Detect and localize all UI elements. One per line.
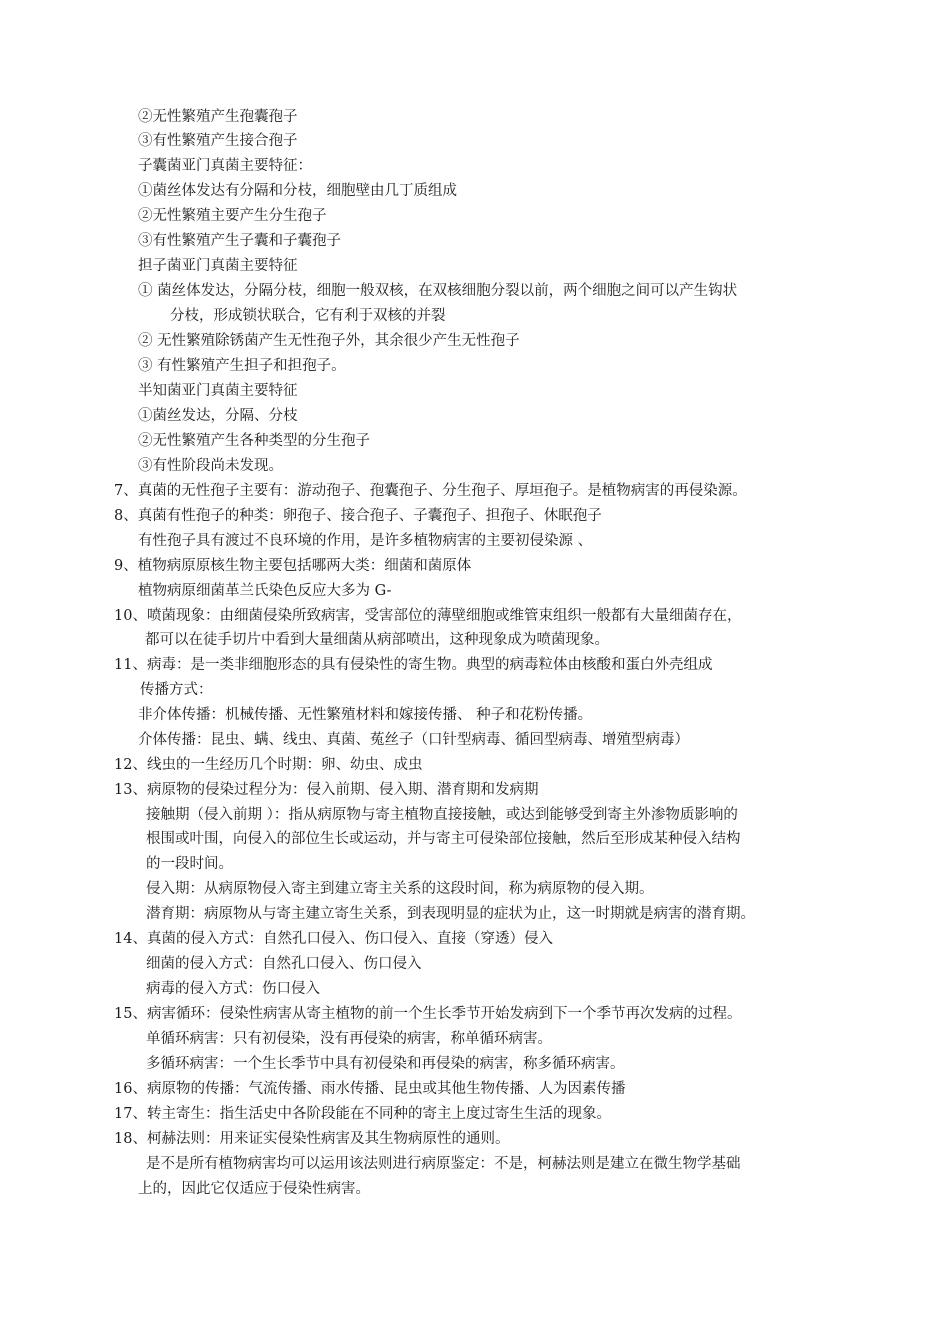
text-line: 是不是所有植物病害均可以运用该法则进行病原鉴定：不是，柯赫法则是建立在微生物学基础 <box>146 1156 741 1172</box>
text-line: 非介体传播：机械传播、无性繁殖材料和嫁接传播、 种子和花粉传播。 <box>138 707 593 723</box>
text-line: 都可以在徒手切片中看到大量细菌从病部喷出，这种现象成为喷菌现象。 <box>145 632 609 648</box>
text-line: ③有性繁殖产生子囊和子囊孢子 <box>138 233 341 249</box>
text-line: 潜育期：病原物从与寄主建立寄生关系，到表现明显的症状为止，这一时期就是病害的潜育期。 <box>146 906 755 922</box>
text-line: 细菌的侵入方式：自然孔口侵入、伤口侵入 <box>146 956 422 972</box>
text-line: 传播方式： <box>140 682 213 698</box>
text-line: 病毒的侵入方式：伤口侵入 <box>146 981 320 997</box>
text-line: 18、柯赫法则：用来证实侵染性病害及其生物病原性的通则。 <box>114 1131 510 1147</box>
text-line: 13、病原物的侵染过程分为：侵入前期、侵入期、潜育期和发病期 <box>114 782 539 798</box>
text-line: 8、真菌有性孢子的种类：卵孢子、接合孢子、子囊孢子、担孢子、休眠孢子 <box>114 508 602 524</box>
text-line: 11、病毒：是一类非细胞形态的具有侵染性的寄生物。典型的病毒粒体由核酸和蛋白外壳组成 <box>114 657 713 673</box>
text-line: 单循环病害：只有初侵染，没有再侵染的病害，称单循环病害。 <box>146 1031 552 1047</box>
text-line: 14、真菌的侵入方式：自然孔口侵入、伤口侵入、直接（穿透）侵入 <box>114 931 553 947</box>
text-line: ①菌丝体发达有分隔和分枝，细胞壁由几丁质组成 <box>138 183 457 199</box>
text-line: ②无性繁殖主要产生分生孢子 <box>138 208 327 224</box>
text-line: 介体传播：昆虫、螨、线虫、真菌、菟丝子（口针型病毒、循回型病毒、增殖型病毒） <box>138 732 689 748</box>
text-line: 的一段时间。 <box>146 856 233 872</box>
text-line: 9、植物病原原核生物主要包括哪两大类：细菌和菌原体 <box>114 558 472 574</box>
text-line: ①菌丝发达，分隔、分枝 <box>138 408 298 424</box>
text-line: 多循环病害：一个生长季节中具有初侵染和再侵染的病害，称多循环病害。 <box>146 1056 625 1072</box>
text-line: 7、真菌的无性孢子主要有：游动孢子、孢囊孢子、分生孢子、厚垣孢子。是植物病害的再侵染源。 <box>114 483 747 499</box>
text-line: 子囊菌亚门真菌主要特征： <box>138 158 312 174</box>
text-line: ② 无性繁殖除锈菌产生无性孢子外，其余很少产生无性孢子 <box>138 333 520 349</box>
text-line: 担子菌亚门真菌主要特征 <box>138 258 298 274</box>
text-line: ③有性阶段尚未发现。 <box>138 458 283 474</box>
text-line: ②无性繁殖产生孢囊孢子 <box>138 109 298 125</box>
text-line: 16、病原物的传播：气流传播、雨水传播、昆虫或其他生物传播、人为因素传播 <box>114 1081 626 1097</box>
text-line: 17、转主寄生：指生活史中各阶段能在不同种的寄主上度过寄生生活的现象。 <box>114 1106 611 1122</box>
text-line: 侵入期：从病原物侵入寄主到建立寄主关系的这段时间，称为病原物的侵入期。 <box>146 881 654 897</box>
text-line: 15、病害循环：侵染性病害从寄主植物的前一个生长季节开始发病到下一个季节再次发病的过程。 <box>114 1006 742 1022</box>
text-line: ③ 有性繁殖产生担子和担孢子。 <box>138 358 346 374</box>
text-line: 分枝，形成锁状联合，它有利于双核的并裂 <box>170 308 446 324</box>
text-line: ③有性繁殖产生接合孢子 <box>138 133 298 149</box>
text-line: 植物病原细菌革兰氏染色反应大多为 G- <box>138 583 392 599</box>
text-line: 半知菌亚门真菌主要特征 <box>138 383 298 399</box>
text-line: 接触期（侵入前期 ）：指从病原物与寄主植物直接接触，或达到能够受到寄主外渗物质影响的 <box>146 807 738 823</box>
text-line: 根围或叶围，向侵入的部位生长或运动，并与寄主可侵染部位接触，然后至形成某种侵入结构 <box>146 831 741 847</box>
text-line: 12、线虫的一生经历几个时期：卵、幼虫、成虫 <box>114 757 423 773</box>
text-line: ②无性繁殖产生各种类型的分生孢子 <box>138 433 370 449</box>
text-line: ① 菌丝体发达，分隔分枝，细胞一般双核，在双核细胞分裂以前，两个细胞之间可以产生钩状 <box>138 283 738 299</box>
text-line: 10、喷菌现象：由细菌侵染所致病害，受害部位的薄壁细胞或维管束组织一般都有大量细菌存在， <box>114 608 742 624</box>
text-line: 上的，因此它仅适应于侵染性病害。 <box>138 1181 370 1197</box>
text-line: 有性孢子具有渡过不良环境的作用，是许多植物病害的主要初侵染源 、 <box>138 533 593 549</box>
